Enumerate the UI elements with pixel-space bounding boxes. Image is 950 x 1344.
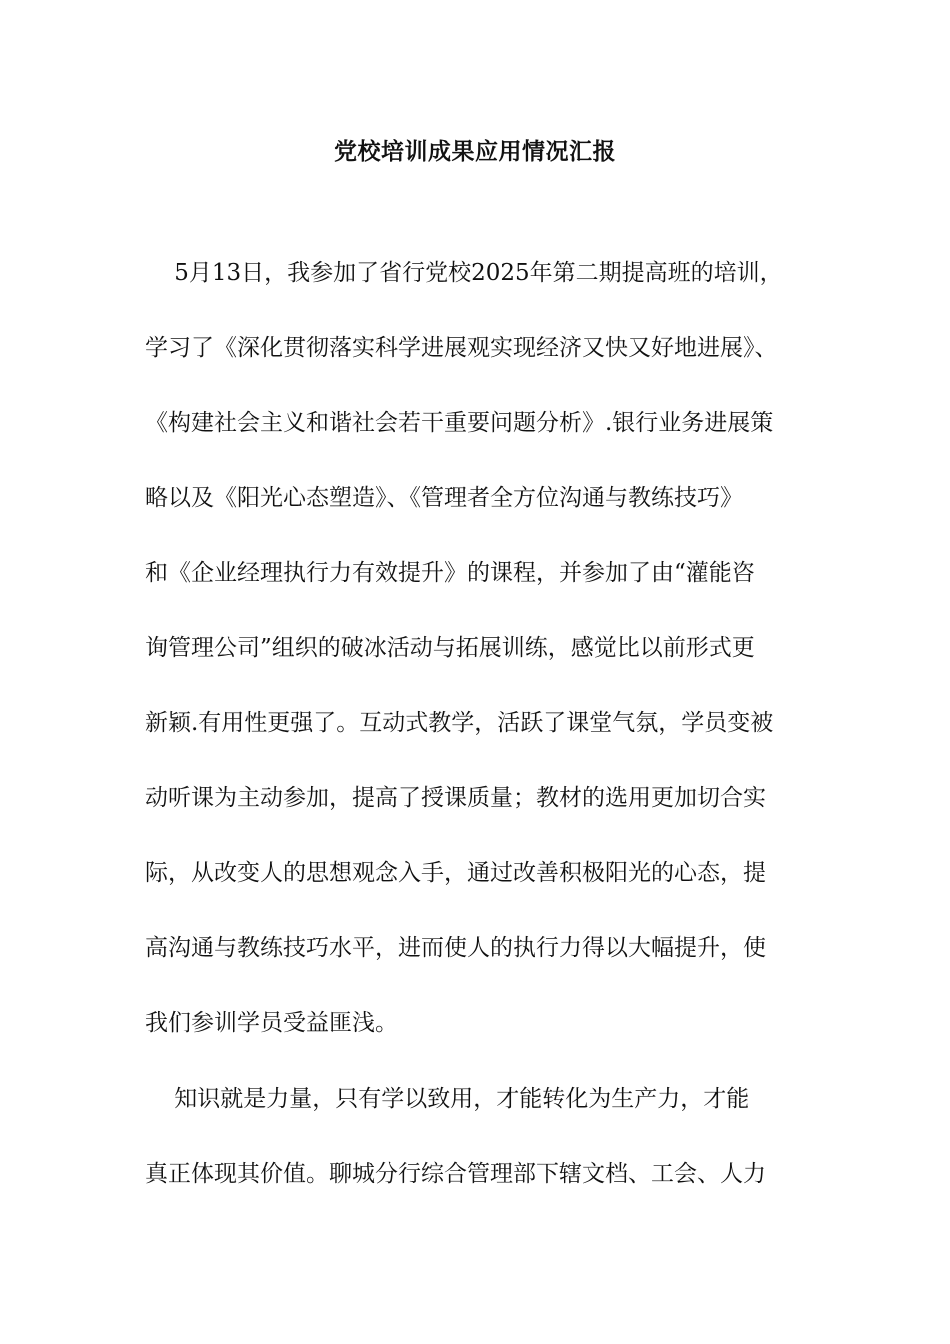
paragraph-1	[145, 236, 810, 1061]
text-line: 真正体现其价值。聊城分行综合管理部下辖文档、工会、人力	[145, 1161, 766, 1187]
text-line: 动听课为主动参加，提高了授课质量；教材的选用更加切合实	[145, 785, 766, 811]
text-line: 《构建社会主义和谐社会若干重要问题分析》.银行业务进展策	[145, 410, 774, 436]
text-line: 际，从改变人的思想观念入手，通过改善积极阳光的心态，提	[145, 860, 766, 886]
text-line: 5月13日，我参加了省行党校2025年第二期提高班的培训，	[145, 260, 783, 286]
text-line: 知识就是力量，只有学以致用，才能转化为生产力，才能	[145, 1086, 750, 1112]
text-line: 询管理公司”组织的破冰活动与拓展训练，感觉比以前形式更	[145, 635, 755, 661]
text-line: 我们参训学员受益匪浅。	[145, 1010, 398, 1036]
document-title: 党校培训成果应用情况汇报	[334, 138, 616, 165]
text-line: 和《企业经理执行力有效提升》的课程，并参加了由“灌能咨	[145, 560, 755, 586]
paragraph-2	[145, 1062, 810, 1212]
text-line: 新颖.有用性更强了。互动式教学，活跃了课堂气氛，学员变被	[145, 710, 774, 736]
text-line: 高沟通与教练技巧水平，进而使人的执行力得以大幅提升，使	[145, 935, 766, 961]
text-line: 略以及《阳光心态塑造》、《管理者全方位沟通与教练技巧》	[145, 485, 743, 511]
text-line: 学习了《深化贯彻落实科学进展观实现经济又快又好地进展》、	[145, 335, 778, 361]
